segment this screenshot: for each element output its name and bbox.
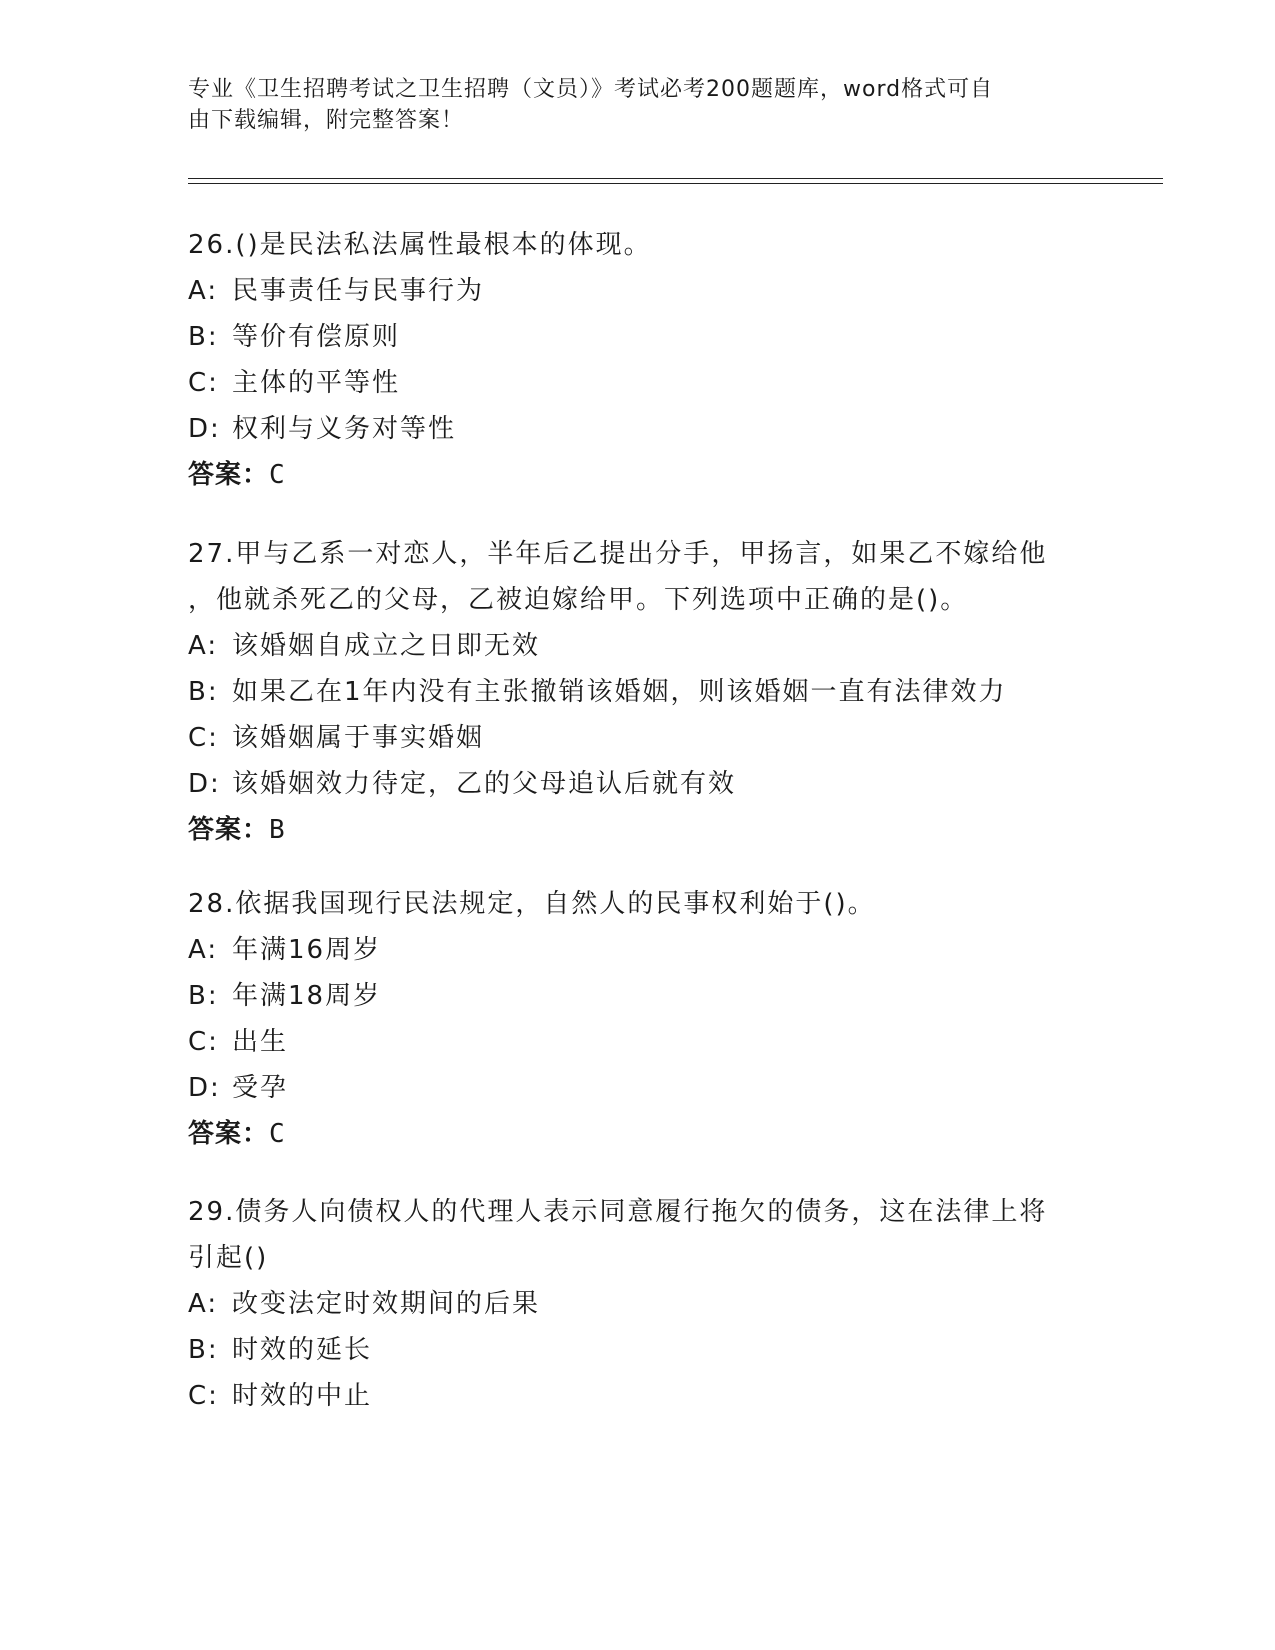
option-text: 民事责任与民事行为 — [232, 276, 485, 306]
option-b — [188, 669, 1088, 715]
option-d — [188, 1065, 1088, 1111]
option-b — [188, 314, 1088, 360]
option-a — [188, 268, 1088, 314]
question-number: 28. — [188, 889, 236, 919]
option-letter: C: — [188, 1381, 219, 1411]
option-text: 该婚姻效力待定，乙的父母追认后就有效 — [232, 769, 737, 799]
header-line-1: 专业《卫生招聘考试之卫生招聘（文员）》考试必考200题题库，word格式可自 — [188, 77, 994, 102]
question-26 — [188, 222, 1088, 498]
option-letter: A: — [188, 631, 219, 661]
question-stem-line: ()是民法私法属性最根本的体现。 — [235, 230, 652, 260]
question-text — [188, 1189, 1088, 1281]
option-c — [188, 1019, 1088, 1065]
question-28 — [188, 881, 1088, 1157]
question-stem-line: 27.甲与乙系一对恋人，半年后乙提出分手，甲扬言，如果乙不嫁给他 — [188, 539, 1048, 569]
question-stem-line: 引起() — [188, 1243, 269, 1273]
option-text: 主体的平等性 — [232, 368, 401, 398]
option-letter: A: — [188, 935, 219, 965]
question-text — [188, 881, 1088, 927]
option-b — [188, 973, 1088, 1019]
option-a — [188, 927, 1088, 973]
document-header — [188, 74, 1068, 136]
question-text — [188, 531, 1088, 623]
answer-value: C — [269, 460, 286, 490]
option-text: 出生 — [232, 1027, 289, 1057]
option-text: 改变法定时效期间的后果 — [232, 1289, 541, 1319]
option-letter: A: — [188, 276, 219, 306]
option-letter: D: — [188, 414, 221, 444]
option-text: 年满16周岁 — [232, 935, 382, 965]
answer-line — [188, 807, 1088, 853]
answer-line — [188, 1111, 1088, 1157]
header-divider-bottom — [188, 183, 1163, 184]
header-divider-top — [188, 178, 1163, 179]
option-letter: D: — [188, 1073, 221, 1103]
answer-value: C — [269, 1119, 286, 1149]
question-stem-line: ，他就杀死乙的父母，乙被迫嫁给甲。下列选项中正确的是()。 — [188, 585, 969, 615]
question-stem-line: 29.债务人向债权人的代理人表示同意履行拖欠的债务，这在法律上将 — [188, 1197, 1048, 1227]
answer-label: 答案： — [188, 815, 270, 845]
option-letter: C: — [188, 723, 219, 753]
option-c — [188, 360, 1088, 406]
question-number: 29. — [188, 1197, 236, 1227]
answer-value: B — [269, 815, 286, 845]
option-b — [188, 1327, 1088, 1373]
option-letter: B: — [188, 322, 219, 352]
option-text: 该婚姻自成立之日即无效 — [232, 631, 541, 661]
option-letter: B: — [188, 1335, 219, 1365]
question-stem-line: 依据我国现行民法规定，自然人的民事权利始于()。 — [235, 889, 876, 919]
option-letter: C: — [188, 1027, 219, 1057]
question-number: 27. — [188, 539, 236, 569]
option-c — [188, 715, 1088, 761]
option-letter: A: — [188, 1289, 219, 1319]
option-letter: C: — [188, 368, 219, 398]
question-text — [188, 222, 1088, 268]
option-letter: B: — [188, 677, 219, 707]
option-d — [188, 406, 1088, 452]
option-letter: B: — [188, 981, 219, 1011]
answer-line — [188, 452, 1088, 498]
question-29 — [188, 1189, 1088, 1419]
option-text: 时效的延长 — [232, 1335, 373, 1365]
question-number: 26. — [188, 230, 236, 260]
option-a — [188, 623, 1088, 669]
option-a — [188, 1281, 1088, 1327]
option-text: 等价有偿原则 — [232, 322, 401, 352]
option-text: 如果乙在1年内没有主张撤销该婚姻，则该婚姻一直有法律效力 — [232, 677, 1007, 707]
option-c — [188, 1373, 1088, 1419]
option-text: 该婚姻属于事实婚姻 — [232, 723, 485, 753]
option-letter: D: — [188, 769, 221, 799]
question-27 — [188, 531, 1088, 853]
option-text: 年满18周岁 — [232, 981, 382, 1011]
option-d — [188, 761, 1088, 807]
option-text: 受孕 — [232, 1073, 289, 1103]
option-text: 权利与义务对等性 — [232, 414, 457, 444]
header-line-2: 由下载编辑，附完整答案！ — [188, 108, 465, 133]
answer-label: 答案： — [188, 460, 270, 490]
option-text: 时效的中止 — [232, 1381, 373, 1411]
answer-label: 答案： — [188, 1119, 270, 1149]
